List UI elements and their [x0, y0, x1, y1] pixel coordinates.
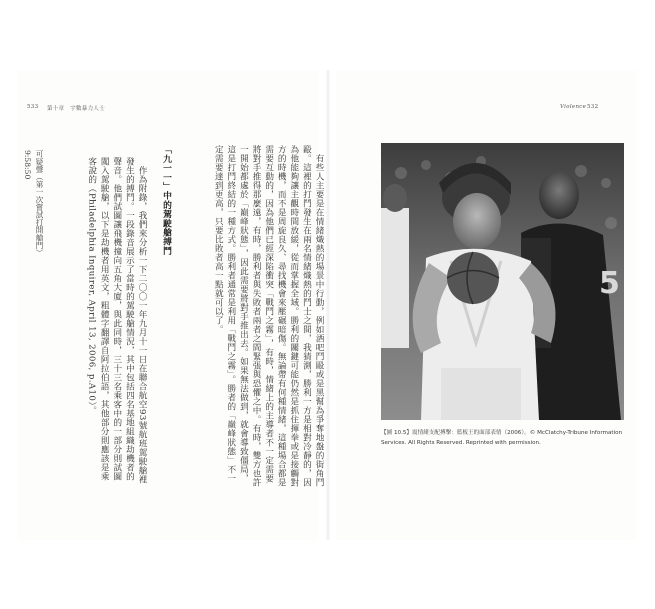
basketball-photo-icon — [381, 143, 624, 420]
margin-note-text: 可疑聲（第一次嘗試打開艙門） — [35, 150, 44, 257]
body-text-section — [40, 157, 148, 487]
margin-note-time: 9:58:50 — [23, 150, 32, 180]
body-text-top — [175, 145, 325, 490]
section-paragraph: 作為附錄，我們來分析一下二〇〇一年九月十一日在聯合航空93號航班駕駛艙裡發生的搏鬥。一段錄音展示了當時的駕駛艙情況，其中包括四名基地組織劫機者的聲音。他們試圖讓飛機撞向五角大廈，與此同時，三十三名乘客中的一部分則試圖闖入駕駛艙，以下是劫機者用英文，粗體字翻譯自阿拉伯語，其他部分則應該是乘客說的（Philadelphia Inquirer, April 13, 2006, p.A10）。 — [86, 157, 147, 484]
photo-caption: 【圖 10.5】震情緒支配搏擊：籃板王的面部表情（2006）。© McClatchy-Tribune Information Services. All Rights Reserved. Reprinted with permission. — [381, 430, 623, 446]
jersey-number: 5 — [599, 266, 620, 301]
right-running-head: Violence — [560, 104, 587, 110]
body-paragraph: 有些人主要是在情緒熾熱的場景中行動，例如酒吧鬥毆或是黑幫為爭奪地盤的街角鬥毆。這裡的打鬥發生在兩名情緒熾熱的鬥士之間，我猜測，勝利一方是相對冷靜的，因為他能夠讓主觀時間放緩，從而掌握全域。勝利的關鍵可能仍然是抓住揮拳或是接觸對方的時機，而不是周旋良久、尋找機會來壓碾暗傷。無論帶有何種情緒，這種場合都是需要互動的，因為他們已經深陷衝突「戰鬥之霧」，有時，情緒上的主導者不一定需要將對手推得那麼遠，有時，勝利者與失敗者兩者之間緊張與恐懼之中。有時，雙方也許一開始都處於「巔峰狀態」，因此需要將對手推出去。如果無法做到，就會導致僵局，這是打鬥終結的一種方式。勝利者通常是利用「戰鬥之霧」。勝者的「巔峰狀態」不一定需要達到更高，只要比敗者高一點就可以了。 — [213, 145, 324, 487]
basketball-photo — [381, 143, 624, 420]
left-page-number: 533 — [27, 104, 39, 110]
section-heading: 「九一一」中的駕駛艙搏鬥 — [161, 145, 171, 256]
right-page-number: 532 — [587, 104, 599, 110]
left-chapter-header: 第十章 宇數暴力人士 — [47, 106, 106, 112]
book-gutter — [326, 70, 330, 540]
